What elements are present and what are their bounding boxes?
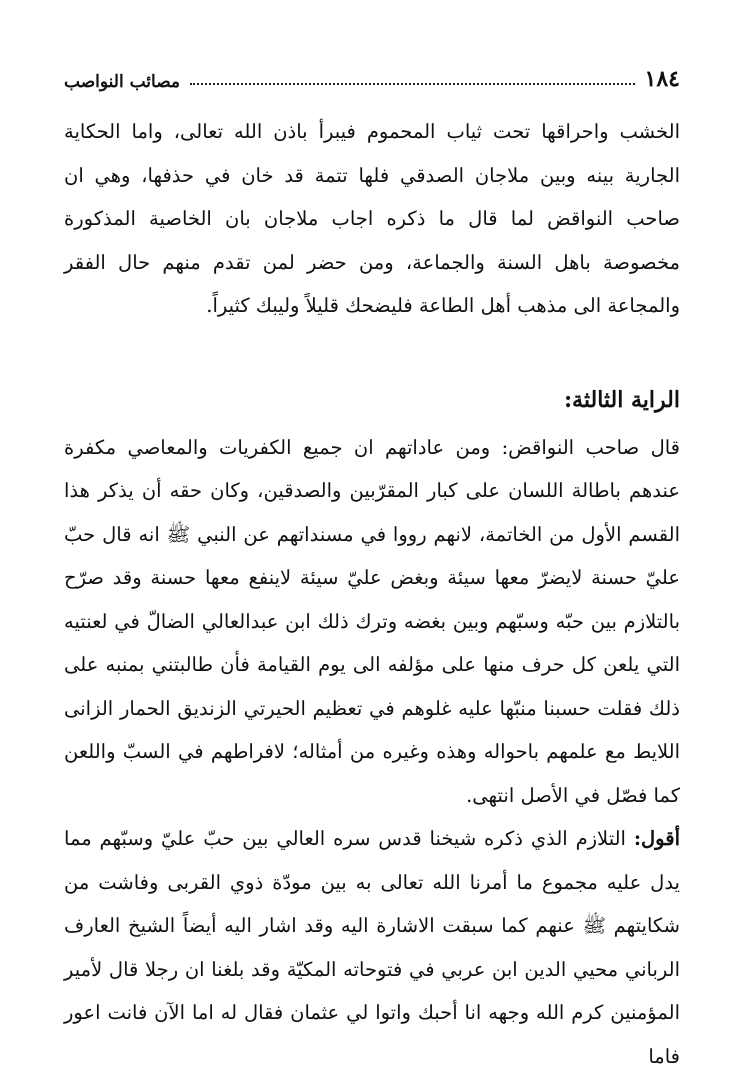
page-header — [64, 62, 680, 92]
section-heading: الراية الثالثة: — [563, 386, 680, 413]
page-number: ١٨٤ — [644, 66, 680, 92]
reply-text: التلازم الذي ذكره شيخنا قدس سره العالي بين حبّ عليّ وسبّهم مما يدل عليه مجموع ما أمرنا الله تعالى به بين مودّة ذوي القربى وفاشت من شكايتهم ﷺ عنهم كما سبقت الاشارة اليه وقد اشار اليه أيضاً الشيخ العارف الرباني محيي الدين ابن عربي في فتوحاته المكيّة وقد بلغنا ان رجلا قال لأمير المؤمنين كرم الله وجهه انا أحبك واتوا لي عثمان فقال له اما الآن فانت اعور فاما — [64, 827, 680, 1068]
header-dot-leader — [190, 83, 635, 85]
running-title: مصائب النواصب — [64, 72, 181, 92]
intro-paragraph: الخشب واحراقها تحت ثياب المحموم فيبرأ باذن الله تعالى، واما الحكاية الجارية بينه وبين ملاجان الصدقي فلها تتمة قد خان في حذفها، وهي ان صاحب النواقض لما قال ما ذكره اجاب ملاجان بان الخاصية المذكورة مخصوصة باهل السنة والجماعة، ومن حضر لمن تقدم منهم حال الفقر والمجاعة الى مذهب أهل الطاعة فليضحك قليلاً وليبك كثيراً. — [64, 120, 680, 317]
reply-paragraph — [64, 817, 680, 1078]
quote-paragraph: قال صاحب النواقض: ومن عاداتهم ان جميع الكفريات والمعاصي مكفرة عندهم باطالة اللسان على كبار المقرّبين والصدقين، وكان حقه أن يذكر هذا القسم الأول من الخاتمة، لانهم رووا في مسنداتهم عن النبي ﷺ انه قال حبّ عليّ حسنة لايضرّ معها سيئة وبغض عليّ سيئة لاينفع معها حسنة وقد صرّح بالتلازم بين حبّه وسبّهم وبين بغضه وترك ذلك ابن عبدالعالي الضالّ في لعنتيه التي يلعن كل حرف منها على مؤلفه الى يوم القيامة فأن طالبتني بمنبه على ذلك فقلت حسبنا منبّها عليه غلوهم في تعظيم الحيرتي الزنديق الحمار الزانى اللايط مع علمهم باحواله وهذه وغيره من أمثاله؛ لافراطهم في السبّ واللعن كما فصّل في الأصل انتهى. — [64, 435, 680, 807]
reply-lead: أقول: — [633, 827, 680, 850]
